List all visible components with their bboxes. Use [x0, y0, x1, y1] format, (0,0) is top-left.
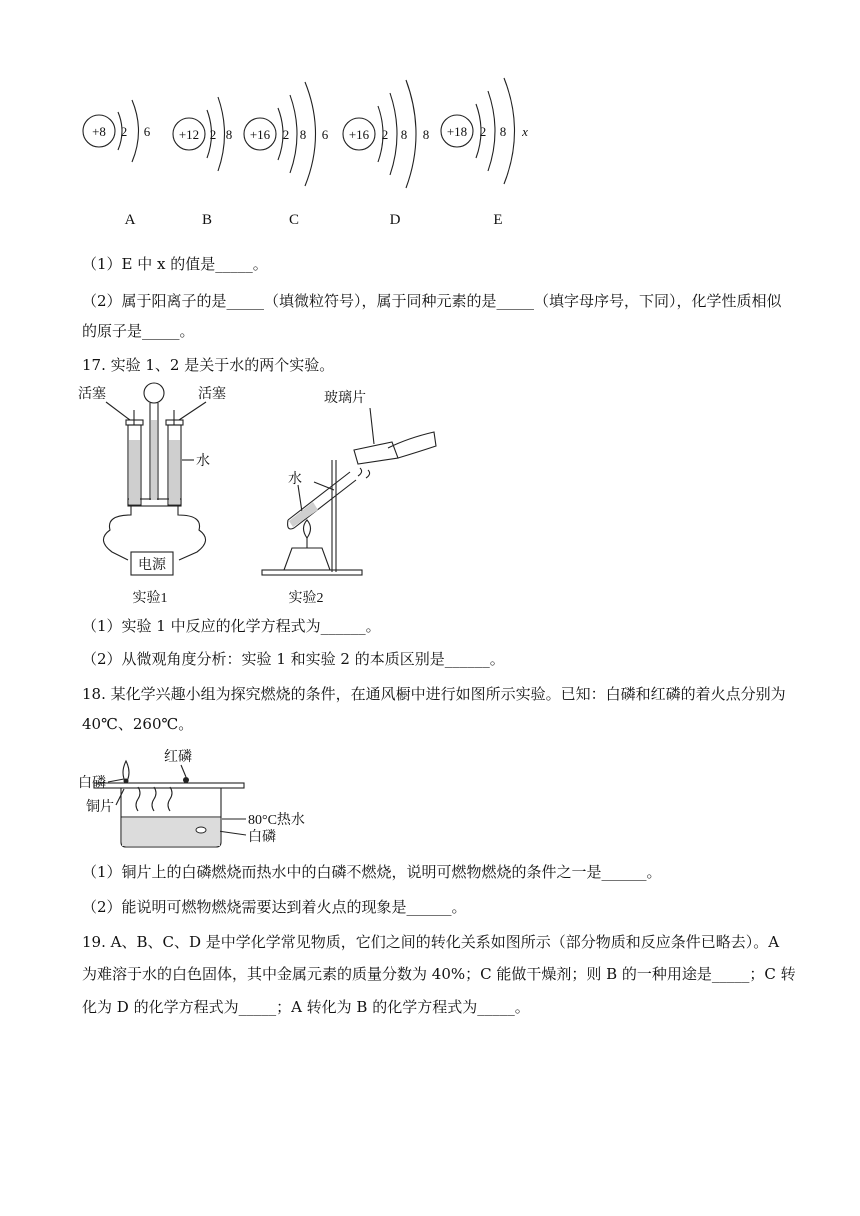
atom-b-shell-1: 2	[209, 127, 217, 142]
atom-e-shell-2: 8	[499, 124, 507, 139]
atom-label-b: B	[201, 212, 213, 228]
q17-title: 17. 实验 1、2 是关于水的两个实验。	[82, 356, 335, 374]
atom-d-shell-3: 8	[422, 127, 430, 142]
atom-e-nucleus: +18	[446, 124, 468, 139]
atom-c-shell-3: 6	[321, 127, 329, 142]
atom-label-d: D	[389, 212, 401, 228]
q16-part-2-line-2: 的原子是_____。	[82, 322, 195, 340]
atom-d-nucleus: +16	[348, 127, 370, 142]
q19-line-3: 化为 D 的化学方程式为_____；A 转化为 B 的化学方程式为_____。	[82, 998, 530, 1016]
atom-a-nucleus: +8	[92, 124, 106, 139]
q19-line-1: 19. A、B、C、D 是中学化学常见物质，它们之间的转化关系如图所示（部分物质和反应条件已略去）。A	[82, 933, 780, 951]
label-copper-plate: 铜片	[86, 800, 114, 815]
caption-experiment-1: 实验1	[132, 591, 168, 606]
experiment-1-electrolysis-figure	[76, 380, 286, 610]
label-red-phosphorus: 红磷	[164, 750, 192, 765]
label-white-phosphorus-bottom: 白磷	[248, 830, 276, 845]
caption-experiment-2: 实验2	[288, 591, 324, 606]
atom-c-nucleus: +16	[249, 127, 271, 142]
atom-e-shell-3: x	[522, 124, 528, 139]
atom-b-shell-2: 8	[225, 127, 233, 142]
label-water-1: 水	[196, 454, 210, 469]
label-glass-slide: 玻璃片	[324, 391, 366, 406]
q17-part-2: （2）从微观角度分析：实验 1 和实验 2 的本质区别是______。	[82, 650, 505, 668]
q17-part-1: （1）实验 1 中反应的化学方程式为______。	[82, 617, 381, 635]
atom-a-shell-2: 6	[143, 124, 151, 139]
atom-d-shell-2: 8	[400, 127, 408, 142]
q18-title-line-1: 18. 某化学兴趣小组为探究燃烧的条件，在通风橱中进行如图所示实验。已知：白磷和红磷的着火点分别为	[82, 685, 786, 703]
experiment-2-heating-figure	[258, 380, 458, 610]
label-stopcock-right: 活塞	[198, 387, 226, 402]
label-water-2: 水	[288, 472, 302, 487]
q18-part-1: （1）铜片上的白磷燃烧而热水中的白磷不燃烧，说明可燃物燃烧的条件之一是______。	[82, 863, 662, 881]
q16-part-1: （1）E 中 x 的值是_____。	[82, 255, 268, 273]
atom-d-shell-1: 2	[381, 127, 389, 142]
atom-a-shell-1: 2	[120, 124, 128, 139]
atom-diagrams	[0, 0, 860, 240]
label-white-phosphorus-top: 白磷	[78, 776, 106, 791]
atom-b-nucleus: +12	[178, 127, 200, 142]
q16-part-2-line-1: （2）属于阳离子的是_____（填微粒符号），属于同种元素的是_____（填字母序号，下同），化学性质相似	[82, 292, 782, 310]
label-power: 电源	[138, 558, 166, 573]
label-stopcock-left: 活塞	[78, 387, 106, 402]
q18-part-2: （2）能说明可燃物燃烧需要达到着火点的现象是______。	[82, 898, 467, 916]
atom-label-e: E	[493, 212, 503, 228]
q18-title-line-2: 40℃、260℃。	[82, 715, 194, 733]
atom-label-c: C	[288, 212, 300, 228]
label-hot-water: 80°C热水	[248, 813, 305, 828]
q19-line-2: 为难溶于水的白色固体，其中金属元素的质量分数为 40%；C 能做干燥剂；则 B 的一种用途是_____；C 转	[82, 965, 796, 983]
atom-c-shell-2: 8	[299, 127, 307, 142]
combustion-experiment-figure	[76, 747, 305, 852]
atom-e-shell-1: 2	[479, 124, 487, 139]
atom-label-a: A	[124, 212, 136, 228]
atom-c-shell-1: 2	[282, 127, 290, 142]
